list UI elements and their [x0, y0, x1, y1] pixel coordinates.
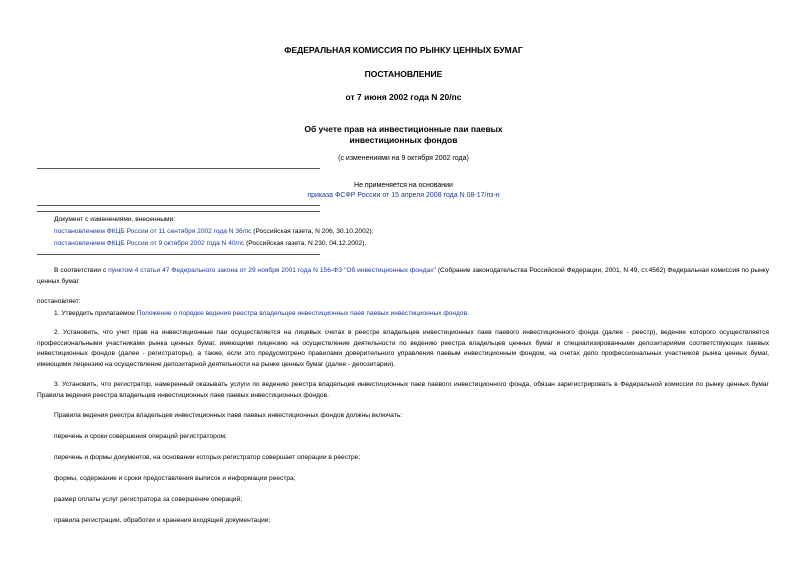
amendments-note: (с изменениями на 9 октября 2002 года) — [338, 155, 469, 162]
status-link[interactable]: приказа ФСФР России от 15 апреля 2008 года N 08-17/пз-н — [307, 192, 500, 199]
change-item: постановлением ФКЦБ России от 11 сентября 2002 года N 36/пс (Российская газета, N 206, 30.10.2002); — [54, 228, 374, 235]
paragraph-1: 1. Утвердить прилагаемое Положение о порядке ведения реестра владельцев инвестиционных паев паевых инвестиционных фондов. — [54, 310, 469, 317]
list-item: перечень и формы документов, на основании которых регистратор совершает операции в реестре; — [54, 454, 361, 461]
issuing-authority: ФЕДЕРАЛЬНАЯ КОМИССИЯ ПО РЫНКУ ЦЕННЫХ БУМАГ — [284, 45, 523, 55]
list-item: размер оплаты услуг регистратора за совершение операций; — [54, 496, 243, 503]
divider — [37, 168, 320, 169]
document-type: ПОСТАНОВЛЕНИЕ — [364, 69, 443, 79]
changes-label: Документ с изменениями, внесенными: — [54, 216, 176, 223]
law-link[interactable]: пунктом 4 статьи 47 Федерального закона от 29 ноября 2001 года N 156-ФЗ "Об инвестиционных фондах" — [108, 267, 436, 274]
list-item: перечень и сроки совершения операций регистратором; — [54, 433, 227, 440]
divider — [37, 211, 320, 212]
list-item: правила регистрации, обработки и хранения входящей документации; — [54, 517, 271, 524]
status-text: Не применяется на основании — [354, 182, 453, 189]
change-item: постановлением ФКЦБ России от 9 октября 2002 года N 40/пс (Российская газета, N 230, 04.12.2002). — [54, 240, 367, 247]
resolves-text: постановляет: — [37, 298, 81, 305]
paragraph-3: 3. Установить, что регистратор, намеренный оказывать услуги по ведению реестра владельцев инвестиционных паев паевого инвестиционного фонда, обязан зарегистрировать в Федеральной комиссии по рынку ценных бумаг Правила ведения реестра владельцев инвестиционных паев паевых инвестиционных фондов. — [37, 381, 769, 399]
change-link[interactable]: постановлением ФКЦБ России от 11 сентября 2002 года N 36/пс — [54, 228, 252, 235]
change-link[interactable]: постановлением ФКЦБ России от 9 октября 2002 года N 40/пс — [54, 240, 245, 247]
document-date-number: от 7 июня 2002 года N 20/пс — [345, 92, 462, 102]
regulation-link[interactable]: Положение о порядке ведения реестра владельцев инвестиционных паев паевых инвестиционных фондов — [136, 310, 468, 317]
divider — [37, 205, 320, 206]
rules-intro: Правила ведения реестра владельцев инвестиционных паев паевых инвестиционных фондов должны включать: — [54, 412, 403, 419]
preamble: В соответствии с пунктом 4 статьи 47 Федерального закона от 29 ноября 2001 года N 156-ФЗ "Об инвестиционных фондах" (Собрание законодательства Российской Федерации, 2001, N 49, ст.4562) Федеральная комиссия по рынку ценных бумаг — [37, 267, 770, 285]
paragraph-2: 2. Установить, что учет прав на инвестиционные паи осуществляется на лицевых счетах в реестре владельцев инвестиционных паев паевого инвестиционного фонда (далее - реестр), ведение которого осуществляется профессиональными участниками рынка ценных бумаг, имеющими лицензию на осуществление деятельности по ведению реестра владельцев ценных бумаг и специализированными депозитариями соответствующих паевых инвестиционных фондов (далее - регистраторы), а также, если это предусмотрено правилами доверительного управления паевым инвестиционным фондом, на счетах депо профессиональных участников рынка ценных бумаг, имеющими лицензию на осуществление депозитарной деятельности на рынке ценных бумаг (далее - депозитарии). — [37, 329, 769, 368]
list-item: формы, содержание и сроки предоставления выписок и информации реестра; — [54, 475, 296, 482]
document-title-line1: Об учете прав на инвестиционные паи паевых — [304, 124, 503, 134]
divider — [37, 254, 320, 255]
document-title-line2: инвестиционных фондов — [349, 135, 458, 145]
